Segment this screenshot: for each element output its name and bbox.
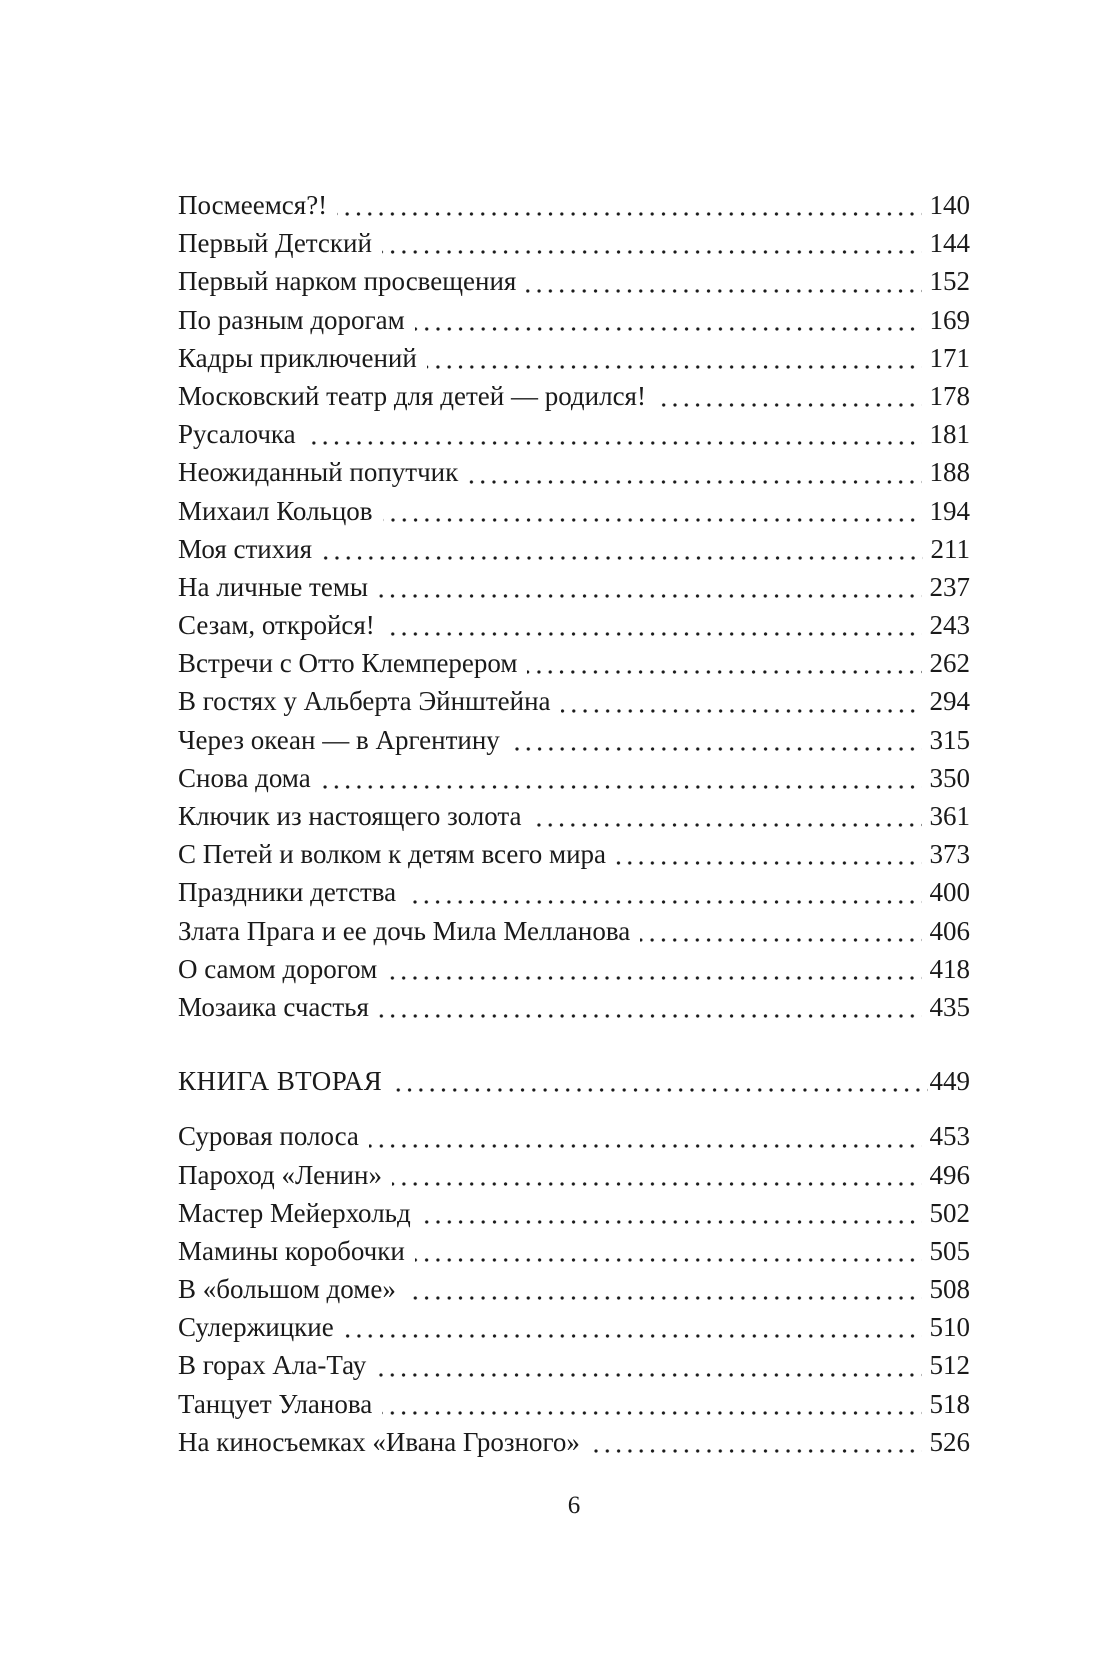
toc-entry-row xyxy=(178,644,970,682)
page-number: 152 xyxy=(929,266,970,297)
dot-leader xyxy=(654,377,922,415)
toc-entry-row xyxy=(178,415,970,453)
toc-entry-row xyxy=(178,682,970,720)
section-heading-row xyxy=(178,1062,970,1100)
page-number: 400 xyxy=(929,877,970,908)
page-number: 350 xyxy=(929,762,970,793)
dot-leader xyxy=(377,988,922,1026)
page-number: 315 xyxy=(929,724,970,755)
chapter-title: Мамины коробочки xyxy=(178,1235,405,1266)
toc-entry-row xyxy=(178,262,970,300)
dot-leader xyxy=(380,224,922,262)
dot-leader xyxy=(425,339,922,377)
page-number: 518 xyxy=(929,1388,970,1419)
toc-entry-row xyxy=(178,1270,970,1308)
toc-entry-row xyxy=(178,301,970,339)
chapter-title: На личные темы xyxy=(178,571,369,602)
toc-entry-row xyxy=(178,1232,970,1270)
dot-leader xyxy=(525,644,921,682)
dot-leader xyxy=(319,759,922,797)
page-number: 406 xyxy=(929,915,970,946)
dot-leader xyxy=(419,1194,922,1232)
dot-leader xyxy=(342,1308,922,1346)
chapter-title: Русалочка xyxy=(178,419,296,450)
dot-leader xyxy=(508,721,922,759)
chapter-title: Михаил Кольцов xyxy=(178,495,373,526)
page-number: 171 xyxy=(929,342,970,373)
book-one-entries xyxy=(178,186,970,1026)
chapter-title: Посмеемся?! xyxy=(178,190,328,220)
chapter-title: С Петей и волком к детям всего мира xyxy=(178,839,607,870)
page-number: 188 xyxy=(929,457,970,488)
page-number: 435 xyxy=(929,991,970,1022)
page-number: 418 xyxy=(929,953,970,984)
toc-entry-row xyxy=(178,1423,970,1461)
dot-leader xyxy=(383,606,922,644)
dot-leader xyxy=(381,492,922,530)
page-number: 237 xyxy=(929,571,970,602)
toc-entry-row xyxy=(178,759,970,797)
dot-leader xyxy=(404,1270,922,1308)
chapter-title: Снова дома xyxy=(178,762,311,793)
chapter-title: Встречи с Отто Клемперером xyxy=(178,648,518,679)
toc-entry-row xyxy=(178,1117,970,1155)
page-number: 181 xyxy=(929,419,970,450)
page-number: 449 xyxy=(929,1066,970,1097)
page-number: 526 xyxy=(929,1426,970,1457)
dot-leader xyxy=(529,797,921,835)
page-number: 502 xyxy=(929,1197,970,1228)
dot-leader xyxy=(385,950,921,988)
page-number: 243 xyxy=(929,610,970,641)
dot-leader xyxy=(376,568,921,606)
dot-leader xyxy=(380,1385,921,1423)
chapter-title: Первый Детский xyxy=(178,228,372,259)
page-number: 262 xyxy=(929,648,970,679)
toc-entry-row xyxy=(178,377,970,415)
toc-entry-row xyxy=(178,873,970,911)
chapter-title: Сезам, откройся! xyxy=(178,610,375,641)
chapter-title: В «большом доме» xyxy=(178,1274,396,1305)
toc-entry-row xyxy=(178,835,970,873)
chapter-title: Ключик из настоящего золота xyxy=(178,801,522,831)
chapter-title: На киносъемках «Ивана Грозного» xyxy=(178,1426,580,1457)
page-number: 512 xyxy=(929,1350,970,1381)
toc-entry-row xyxy=(178,186,970,224)
page-number: 496 xyxy=(929,1159,970,1190)
chapter-title: В горах Ала-Тау xyxy=(178,1350,367,1381)
chapter-title: Через океан — в Аргентину xyxy=(178,724,500,755)
toc-entry-row xyxy=(178,721,970,759)
toc-entry-row xyxy=(178,912,970,950)
dot-leader xyxy=(374,1346,921,1384)
toc-entry-row xyxy=(178,1156,970,1194)
page-number: 373 xyxy=(929,839,970,870)
toc-entry-row xyxy=(178,568,970,606)
toc-entry-row xyxy=(178,224,970,262)
chapter-title: В гостях у Альберта Эйнштейна xyxy=(178,686,551,717)
chapter-title: Праздники детства xyxy=(178,877,397,908)
section-heading: КНИГА ВТОРАЯ xyxy=(178,1066,383,1097)
chapter-title: Злата Прага и ее дочь Мила Мелланова xyxy=(178,915,631,946)
page-number: 294 xyxy=(929,686,970,717)
dot-leader xyxy=(466,453,921,491)
page-number: 211 xyxy=(930,533,970,564)
toc-entry-row xyxy=(178,950,970,988)
chapter-title: Первый нарком просвещения xyxy=(178,266,517,297)
book-two-entries xyxy=(178,1117,970,1461)
dot-leader xyxy=(304,415,922,453)
dot-leader xyxy=(614,835,921,873)
page-number: 178 xyxy=(929,380,970,411)
page-number: 510 xyxy=(929,1312,970,1343)
dot-leader xyxy=(320,530,922,568)
page-number: 361 xyxy=(929,801,970,831)
chapter-title: Моя стихия xyxy=(178,533,313,564)
dot-leader xyxy=(367,1117,922,1155)
page-number: 508 xyxy=(929,1274,970,1305)
chapter-title: По разным дорогам xyxy=(178,304,405,335)
chapter-title: Сулержицкие xyxy=(178,1312,334,1343)
toc-entry-row xyxy=(178,1194,970,1232)
toc-entry-row xyxy=(178,797,970,835)
table-of-contents xyxy=(178,186,970,1461)
toc-entry-row xyxy=(178,530,970,568)
chapter-title: Неожиданный попутчик xyxy=(178,457,459,488)
chapter-title: Суровая полоса xyxy=(178,1121,359,1152)
chapter-title: Московский театр для детей — родился! xyxy=(178,380,646,411)
page-number: 505 xyxy=(929,1235,970,1266)
toc-entry-row xyxy=(178,1385,970,1423)
dot-leader xyxy=(524,262,921,300)
chapter-title: Пароход «Ленин» xyxy=(178,1159,382,1190)
toc-entry-row xyxy=(178,492,970,530)
page-number: 194 xyxy=(929,495,970,526)
chapter-title: О самом дорогом xyxy=(178,953,378,984)
chapter-title: Танцует Уланова xyxy=(178,1388,373,1419)
chapter-title: Мозаика счастья xyxy=(178,991,369,1022)
dot-leader xyxy=(559,682,922,720)
dot-leader xyxy=(413,1232,922,1270)
toc-entry-row xyxy=(178,606,970,644)
chapter-title: Мастер Мейерхольд xyxy=(178,1197,411,1228)
dot-leader xyxy=(390,1062,927,1100)
footer-page-number: 6 xyxy=(567,1492,581,1519)
dot-leader xyxy=(638,912,921,950)
toc-entry-row xyxy=(178,339,970,377)
dot-leader xyxy=(413,301,922,339)
toc-entry-row xyxy=(178,988,970,1026)
page-number: 453 xyxy=(929,1121,970,1152)
page-number: 140 xyxy=(929,190,970,220)
toc-entry-row xyxy=(178,453,970,491)
toc-entry-row xyxy=(178,1346,970,1384)
page-number: 144 xyxy=(929,228,970,259)
dot-leader xyxy=(335,186,921,224)
page-number: 169 xyxy=(929,304,970,335)
dot-leader xyxy=(404,873,921,911)
dot-leader xyxy=(588,1423,922,1461)
chapter-title: Кадры приключений xyxy=(178,342,417,373)
dot-leader xyxy=(390,1156,922,1194)
toc-entry-row xyxy=(178,1308,970,1346)
